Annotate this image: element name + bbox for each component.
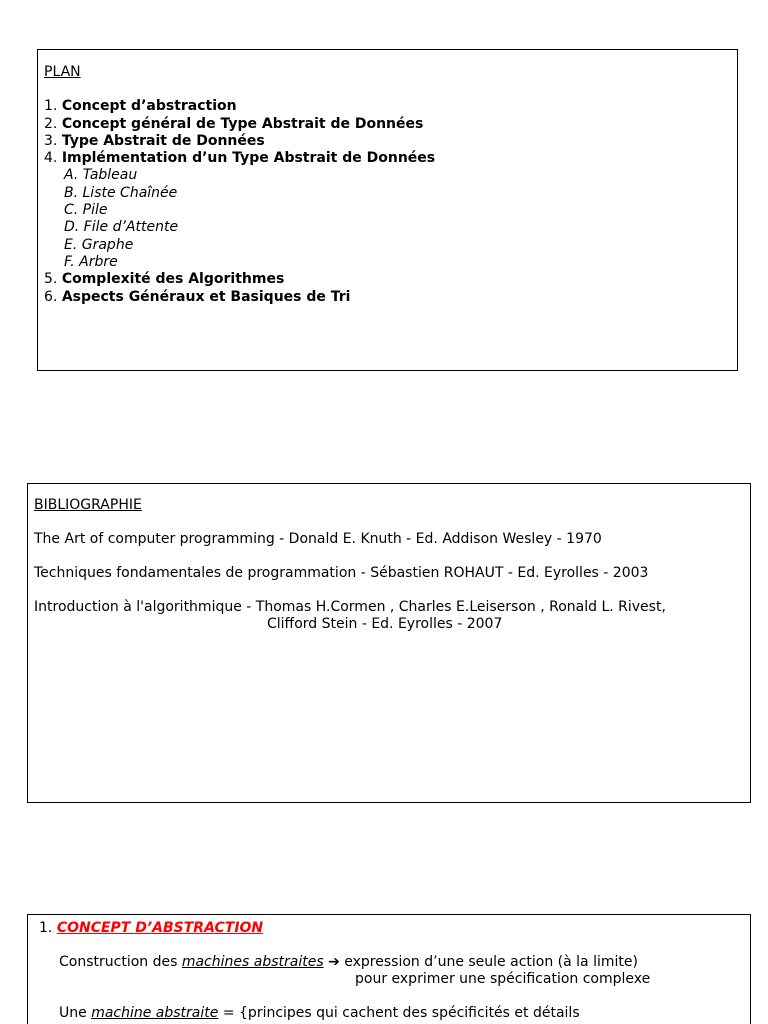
plan-subitem: E. Graphe — [64, 236, 134, 253]
bibliography-entry: The Art of computer programming - Donald E. Knuth - Ed. Addison Wesley - 1970 — [34, 531, 602, 547]
concept-section-box — [27, 914, 751, 1024]
plan-item-number: 3. — [44, 132, 58, 149]
paragraph-text: = {principes qui cachent des spécificités et détails — [218, 1005, 580, 1021]
plan-heading: PLAN — [44, 64, 81, 80]
plan-subitem: A. Tableau — [64, 167, 138, 184]
section-number: 1. — [39, 920, 53, 936]
plan-item-number: 4. — [44, 150, 58, 167]
plan-item-number: 5. — [44, 271, 58, 288]
plan-item — [44, 289, 737, 306]
plan-subitem: F. Arbre — [64, 253, 118, 270]
plan-item — [44, 98, 737, 115]
bibliography-entry: Techniques fondamentales de programmation - Sébastien ROHAUT - Ed. Eyrolles - 2003 — [34, 565, 649, 581]
section-title-row — [39, 920, 750, 937]
plan-item-number: 2. — [44, 115, 58, 132]
paragraph-machines-abstraites — [39, 954, 750, 971]
plan-item-title: Complexité des Algorithmes — [61, 271, 285, 288]
paragraph-text: Une — [59, 1005, 92, 1021]
plan-item-title: Aspects Généraux et Basiques de Tri — [61, 288, 351, 305]
bibliography-heading: BIBLIOGRAPHIE — [34, 497, 142, 513]
plan-item-title: Type Abstrait de Données — [61, 132, 265, 149]
plan-item-title: Implémentation d’un Type Abstrait de Données — [61, 150, 436, 167]
term-machines-abstraites: machines abstraites — [181, 954, 324, 970]
paragraph-text: Construction des — [59, 954, 182, 970]
bibliography-box — [27, 483, 751, 803]
section-title: CONCEPT D’ABSTRACTION — [56, 920, 264, 936]
paragraph-continuation: pour exprimer une spécification complexe — [355, 971, 651, 987]
plan-item-number: 1. — [44, 98, 58, 115]
plan-item-title: Concept d’abstraction — [61, 98, 237, 115]
plan-item-title: Concept général de Type Abstrait de Données — [61, 115, 424, 132]
plan-item — [44, 271, 737, 288]
paragraph-machine-abstraite — [39, 1005, 750, 1022]
plan-subitem: C. Pile — [64, 202, 108, 219]
plan-item — [44, 133, 737, 150]
plan-subitem: D. File d’Attente — [64, 219, 179, 236]
plan-item-number: 6. — [44, 288, 58, 305]
paragraph-text: expression d’une seule action (à la limite) — [339, 954, 638, 970]
plan-box — [37, 49, 738, 371]
plan-item — [44, 150, 737, 167]
plan-item — [44, 116, 737, 133]
plan-subitem: B. Liste Chaînée — [64, 184, 178, 201]
bibliography-entry: Introduction à l'algorithmique - Thomas H.Cormen , Charles E.Leiserson , Ronald L. Rivest, — [34, 599, 666, 615]
bibliography-entry-continuation: Clifford Stein - Ed. Eyrolles - 2007 — [267, 616, 503, 632]
right-arrow-icon: ➔ — [328, 954, 340, 970]
term-machine-abstraite: machine abstraite — [91, 1005, 219, 1021]
plan-list — [44, 98, 737, 306]
